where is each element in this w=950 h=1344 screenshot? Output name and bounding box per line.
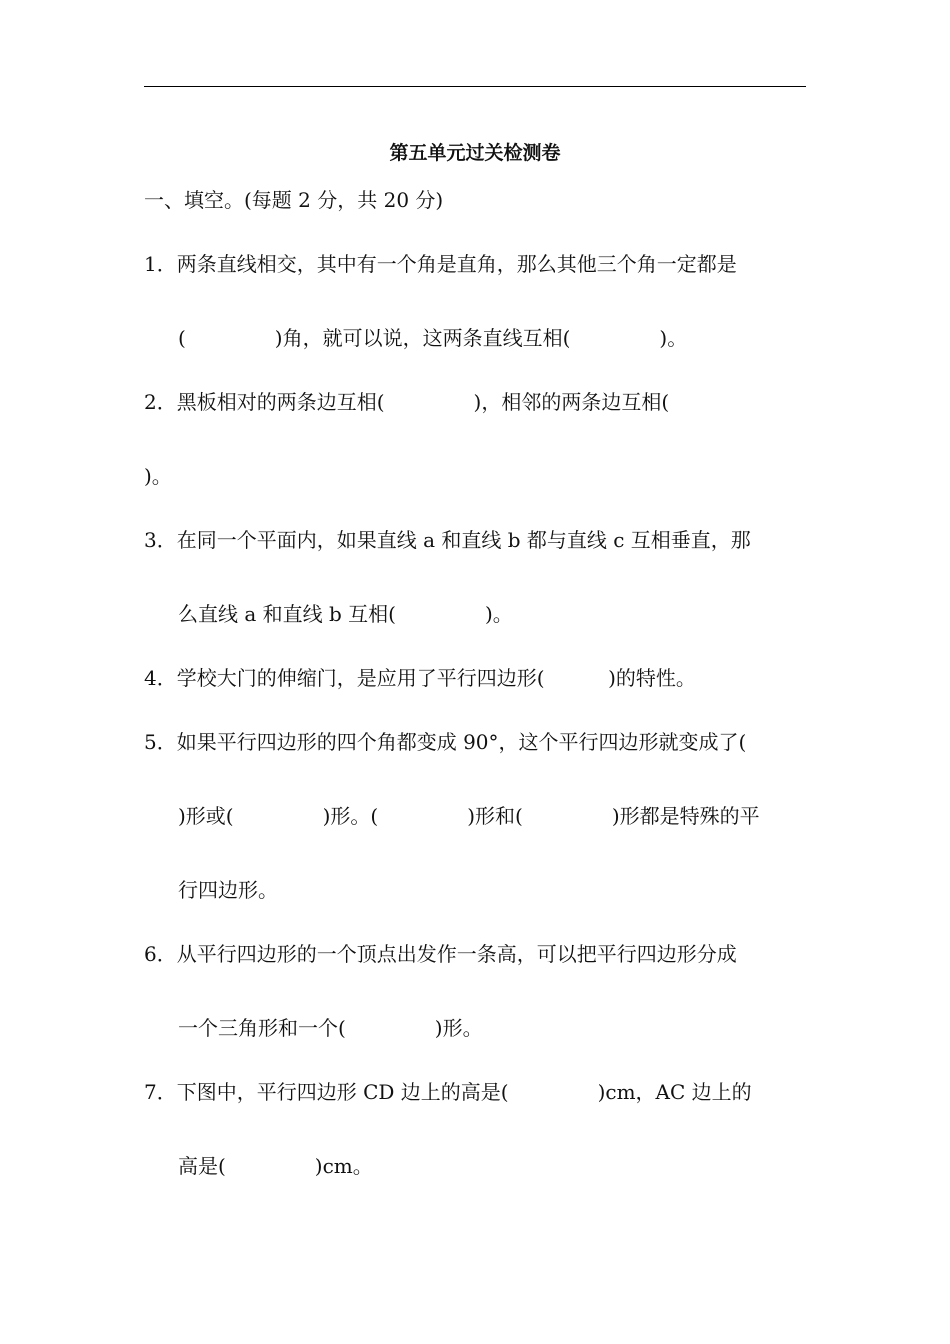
question-7-line-2: 高是( )cm。: [178, 1154, 373, 1178]
question-5-line-2: )形或( )形。( )形和( )形都是特殊的平: [178, 804, 760, 828]
header-rule: [144, 86, 806, 87]
question-5-line-3: 行四边形。: [178, 878, 278, 902]
question-7-line-1: 7．下图中，平行四边形 CD 边上的高是( )cm，AC 边上的: [144, 1080, 752, 1104]
page-title: 第五单元过关检测卷: [389, 142, 561, 164]
question-6-line-2: 一个三角形和一个( )形。: [178, 1016, 483, 1040]
question-2-line-2: )。: [144, 464, 172, 488]
section-heading: 一、填空。(每题 2 分，共 20 分): [144, 188, 444, 212]
question-2-line-1: 2．黑板相对的两条边互相( )，相邻的两条边互相(: [144, 390, 670, 414]
question-1-line-2: ( )角，就可以说，这两条直线互相( )。: [178, 326, 688, 350]
question-3-line-2: 么直线 a 和直线 b 互相( )。: [178, 602, 513, 626]
question-5-line-1: 5．如果平行四边形的四个角都变成 90°，这个平行四边形就变成了(: [144, 730, 747, 754]
question-4-line-1: 4．学校大门的伸缩门，是应用了平行四边形( )的特性。: [144, 666, 696, 690]
question-3-line-1: 3．在同一个平面内，如果直线 a 和直线 b 都与直线 c 互相垂直，那: [144, 528, 751, 552]
question-6-line-1: 6．从平行四边形的一个顶点出发作一条高，可以把平行四边形分成: [144, 942, 737, 966]
question-1-line-1: 1．两条直线相交，其中有一个角是直角，那么其他三个角一定都是: [144, 252, 737, 276]
